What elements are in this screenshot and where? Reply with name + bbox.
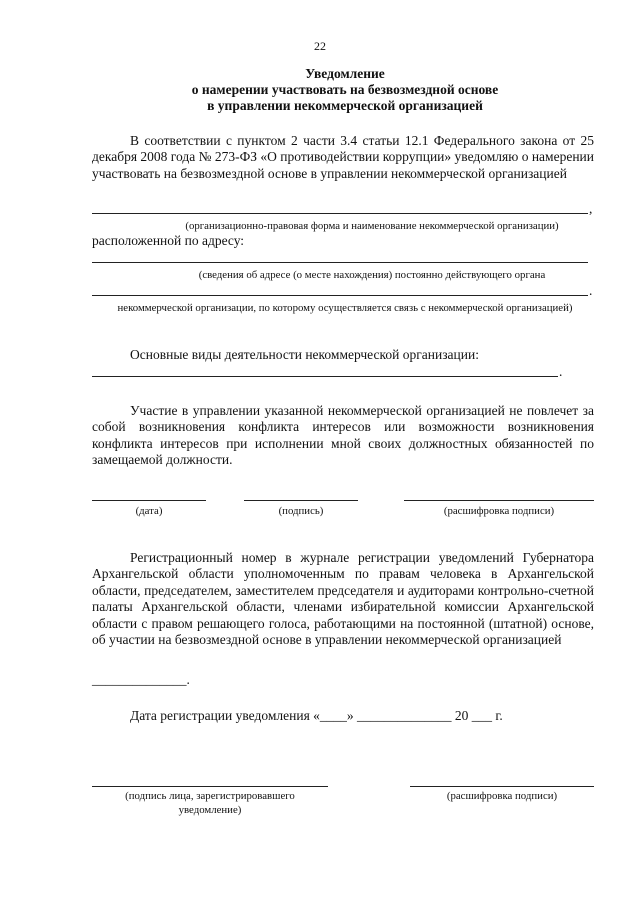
registrar-signature-caption: (подпись лица, зарегистрировавшего уведомление) — [125, 790, 295, 816]
date-field[interactable] — [92, 500, 206, 501]
address-period: . — [589, 283, 593, 298]
org-name-comma: , — [589, 201, 593, 216]
doc-title: Уведомление — [305, 66, 385, 81]
registrar-decoding-field[interactable] — [410, 786, 594, 787]
intro-paragraph: В соответствии с пунктом 2 части 3.4 статьи 12.1 Федерального закона от 25 декабря 2008 года № 273-ФЗ «О противодействии коррупции» уведомляю о намерении участвовать на безвозмездной основе в управлении некоммерческой организацией — [92, 133, 594, 181]
address-label: расположенной по адресу: — [92, 233, 245, 248]
signature-decoding-caption: (расшифровка подписи) — [443, 505, 555, 517]
registration-date: Дата регистрации уведомления «____» ______________ 20 ___ г. — [130, 708, 503, 723]
registration-number-field[interactable]: ______________. — [92, 672, 190, 687]
statement-paragraph: Участие в управлении указанной некоммерческой организацией не повлечет за собой возникновения конфликта интересов или возможности возникновения конфликта интересов при исполнении мной своих должностных обязанностей по замещаемой должности. — [92, 403, 594, 468]
page-number: 22 — [314, 39, 326, 53]
doc-subtitle-1: о намерении участвовать на безвозмездной основе — [191, 82, 499, 97]
doc-subtitle-2: в управлении некоммерческой организацией — [207, 98, 483, 113]
address-caption-1: (сведения об адресе (о месте нахождения) постоянно действующего органа — [198, 269, 546, 281]
signature-caption: (подпись) — [278, 505, 324, 517]
org-name-caption: (организационно-правовая форма и наименование некоммерческой организации) — [185, 220, 559, 232]
activities-label: Основные виды деятельности некоммерческой организации: — [130, 347, 479, 362]
address-field-2[interactable] — [92, 295, 588, 296]
address-field-1[interactable] — [92, 262, 588, 263]
org-name-field[interactable] — [92, 213, 588, 214]
address-caption-2: некоммерческой организации, по которому осуществляется связь с некоммерческой организацией) — [117, 302, 573, 314]
registrar-signature-field[interactable] — [92, 786, 328, 787]
activities-field[interactable] — [92, 376, 558, 377]
date-caption: (дата) — [135, 505, 163, 517]
registration-paragraph: Регистрационный номер в журнале регистрации уведомлений Губернатора Архангельской области уполномоченным по правам человека в Архангельской области, председателем, заместителем председателя и аудиторами контрольно-счетной палаты Архангельской области, членами избирательной комиссии Архангельской области с правом решающего голоса, работающими на постоянной (штатной) основе, об участии на безвозмездной основе в управлении некоммерческой организацией — [92, 550, 594, 648]
registrar-decoding-caption: (расшифровка подписи) — [446, 790, 558, 802]
signature-decoding-field[interactable] — [404, 500, 594, 501]
signature-field[interactable] — [244, 500, 358, 501]
activities-period: . — [559, 364, 563, 379]
